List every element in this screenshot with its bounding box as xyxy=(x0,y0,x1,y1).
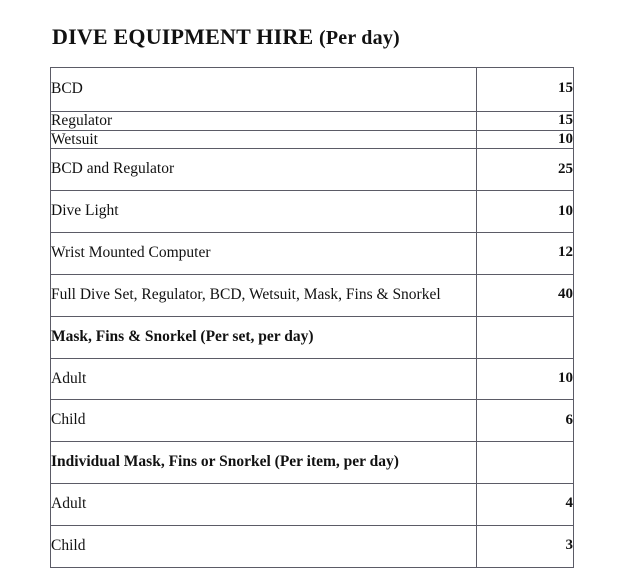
page-title xyxy=(0,0,621,50)
item-label: Adult xyxy=(51,483,477,525)
table-row xyxy=(51,483,574,525)
table-row xyxy=(51,130,574,149)
item-price: 4 xyxy=(477,483,574,525)
table-row xyxy=(51,191,574,233)
table-row xyxy=(51,233,574,275)
page-title-qualifier: (Per day) xyxy=(319,27,400,49)
item-price: 12 xyxy=(477,233,574,275)
item-price: 6 xyxy=(477,400,574,442)
item-price: 40 xyxy=(477,274,574,316)
item-label: Adult xyxy=(51,358,477,400)
item-label: Wetsuit xyxy=(51,130,477,149)
section-label: Individual Mask, Fins or Snorkel (Per item, per day) xyxy=(51,442,477,484)
item-label: Child xyxy=(51,525,477,567)
price-table-body xyxy=(51,68,574,568)
section-label: Mask, Fins & Snorkel (Per set, per day) xyxy=(51,316,477,358)
table-row xyxy=(51,358,574,400)
item-label: Regulator xyxy=(51,111,477,130)
table-row xyxy=(51,400,574,442)
item-label: Child xyxy=(51,400,477,442)
table-row xyxy=(51,525,574,567)
item-price: 10 xyxy=(477,130,574,149)
item-price xyxy=(477,316,574,358)
item-price: 10 xyxy=(477,358,574,400)
table-row xyxy=(51,149,574,191)
table-section-row xyxy=(51,442,574,484)
item-label: Full Dive Set, Regulator, BCD, Wetsuit, Mask, Fins & Snorkel xyxy=(51,274,477,316)
item-label: BCD xyxy=(51,68,477,112)
price-table xyxy=(50,67,574,568)
item-price xyxy=(477,442,574,484)
page-title-main: DIVE EQUIPMENT HIRE xyxy=(52,24,314,49)
item-price: 25 xyxy=(477,149,574,191)
item-label: Dive Light xyxy=(51,191,477,233)
item-price: 3 xyxy=(477,525,574,567)
item-price: 15 xyxy=(477,68,574,112)
item-price: 15 xyxy=(477,111,574,130)
item-label: BCD and Regulator xyxy=(51,149,477,191)
table-row xyxy=(51,274,574,316)
table-row xyxy=(51,68,574,112)
table-section-row xyxy=(51,316,574,358)
table-row xyxy=(51,111,574,130)
item-label: Wrist Mounted Computer xyxy=(51,233,477,275)
item-price: 10 xyxy=(477,191,574,233)
